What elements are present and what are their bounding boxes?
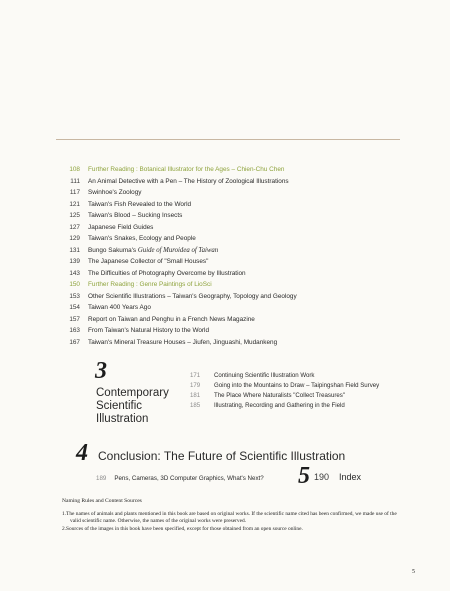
notes-heading: Naming Rules and Content Sources	[62, 498, 142, 504]
toc-title: From Taiwan's Natural History to the World	[88, 327, 210, 334]
chapter-5-page: 190	[314, 472, 330, 482]
toc-entry	[56, 279, 416, 291]
toc-entry	[190, 401, 430, 411]
toc-title: Taiwan's Blood – Sucking Insects	[88, 212, 183, 219]
toc-entry	[56, 256, 416, 268]
toc-entry	[56, 302, 416, 314]
toc-title: Other Scientific Illustrations – Taiwan's Geography, Topology and Geology	[88, 292, 297, 300]
toc-title: The Japanese Collector of "Small Houses"	[88, 258, 209, 265]
toc-title: Further Reading : Botanical Illustrator for the Ages – Chien-Chu Chen	[88, 166, 285, 173]
notes-section	[62, 498, 402, 533]
toc-entry	[56, 245, 416, 257]
toc-title: Taiwan's Mineral Treasure Houses – Jiufen, Jinguashi, Mudankeng	[88, 338, 278, 346]
toc-title: The Difficulties of Photography Overcome by Illustration	[88, 269, 246, 277]
toc-title: Japanese Field Guides	[88, 223, 154, 231]
chapter-3-title-line: Illustration	[96, 413, 149, 425]
toc-page-number: 181	[190, 392, 201, 399]
chapter-3-title	[96, 387, 186, 426]
toc-entry	[190, 391, 430, 401]
toc-title: Taiwan 400 Years Ago	[88, 304, 151, 311]
toc-entry	[56, 337, 416, 349]
toc-page-number: 153	[69, 292, 80, 300]
toc-entry	[190, 371, 430, 381]
divider-rule	[56, 139, 400, 140]
toc-entry	[56, 314, 416, 326]
toc-title-italic: Guide of Muroidea of Taiwan	[137, 246, 219, 254]
toc-title: Report on Taiwan and Penghu in a French News Magazine	[88, 315, 255, 323]
chapter-4-number: 4	[76, 440, 88, 466]
toc-entry	[190, 381, 430, 391]
notes-item: 1.The names of animals and plants mentioned in this book are based on original works. If the scientific name cited has been confirmed, we made use of the valid scientific name. Otherwise, the names of the original works were preserved.	[62, 510, 397, 524]
toc-page-number: 127	[69, 223, 80, 231]
toc-title-text: Bungo Sakuma's	[88, 246, 138, 254]
toc-page-number: 129	[69, 235, 80, 242]
toc-title: Pens, Cameras, 3D Computer Graphics, What's Next?	[114, 475, 264, 482]
chapter-5-number: 5	[298, 463, 310, 489]
toc-page-number: 189	[96, 475, 107, 482]
chapter-3-title-line: Scientific	[96, 400, 143, 412]
toc-title: Taiwan's Snakes, Ecology and People	[88, 235, 196, 242]
chapter-4-title: Conclusion: The Future of Scientific Illustration	[98, 449, 346, 463]
toc-page-number: 185	[190, 402, 201, 409]
chapter-3-number: 3	[95, 358, 107, 384]
toc-entry	[56, 210, 416, 222]
toc-page-number: 131	[69, 246, 80, 254]
toc-title: Going into the Mountains to Draw – Taipingshan Field Survey	[214, 382, 380, 389]
toc-page-number: 108	[69, 166, 80, 173]
toc-entry	[56, 164, 416, 176]
toc-page-number: 117	[69, 189, 80, 196]
toc-title: The Place Where Naturalists "Collect Treasures"	[214, 392, 345, 399]
toc-page-number: 143	[69, 269, 80, 277]
toc-page-number: 179	[190, 382, 201, 389]
toc-page-number: 163	[69, 327, 80, 334]
toc-title: Illustrating, Recording and Gathering in the Field	[214, 402, 345, 409]
toc-page-number: 171	[190, 372, 201, 379]
toc-entry	[56, 233, 416, 245]
toc-entry	[56, 268, 416, 280]
toc-title: Further Reading : Genre Paintings of LioSci	[88, 281, 212, 288]
toc-entry	[56, 199, 416, 211]
toc-list	[56, 164, 416, 348]
chapter-3-title-line: Contemporary	[96, 387, 169, 399]
toc-page-number: 150	[69, 281, 80, 288]
toc-entry	[56, 291, 416, 303]
toc-entry	[56, 187, 416, 199]
toc-page-number: 154	[69, 304, 80, 311]
toc-page-number: 111	[70, 177, 80, 185]
toc-page-number: 139	[69, 258, 80, 265]
chapter-4-entry	[96, 475, 264, 482]
toc-title: An Animal Detective with a Pen – The History of Zoological Illustrations	[88, 177, 289, 185]
toc-title	[88, 245, 218, 257]
toc-entry	[56, 222, 416, 234]
chapter-5-title: Index	[339, 472, 362, 482]
toc-title: Taiwan's Fish Revealed to the World	[88, 200, 192, 208]
toc-page-number: 157	[69, 315, 80, 323]
notes-item: 2.Sources of the images in this book have been specified, except for those obtained from an open source online.	[62, 525, 303, 532]
chapter-3-list	[190, 371, 430, 411]
toc-page-number: 167	[69, 338, 80, 346]
toc-page-number: 125	[69, 212, 80, 219]
toc-page-number: 121	[69, 200, 80, 208]
toc-entry	[56, 176, 416, 188]
toc-title: Continuing Scientific Illustration Work	[214, 372, 315, 379]
toc-title: Swinhoe's Zoology	[88, 189, 142, 196]
toc-entry	[56, 325, 416, 337]
page-number: 5	[412, 569, 415, 575]
